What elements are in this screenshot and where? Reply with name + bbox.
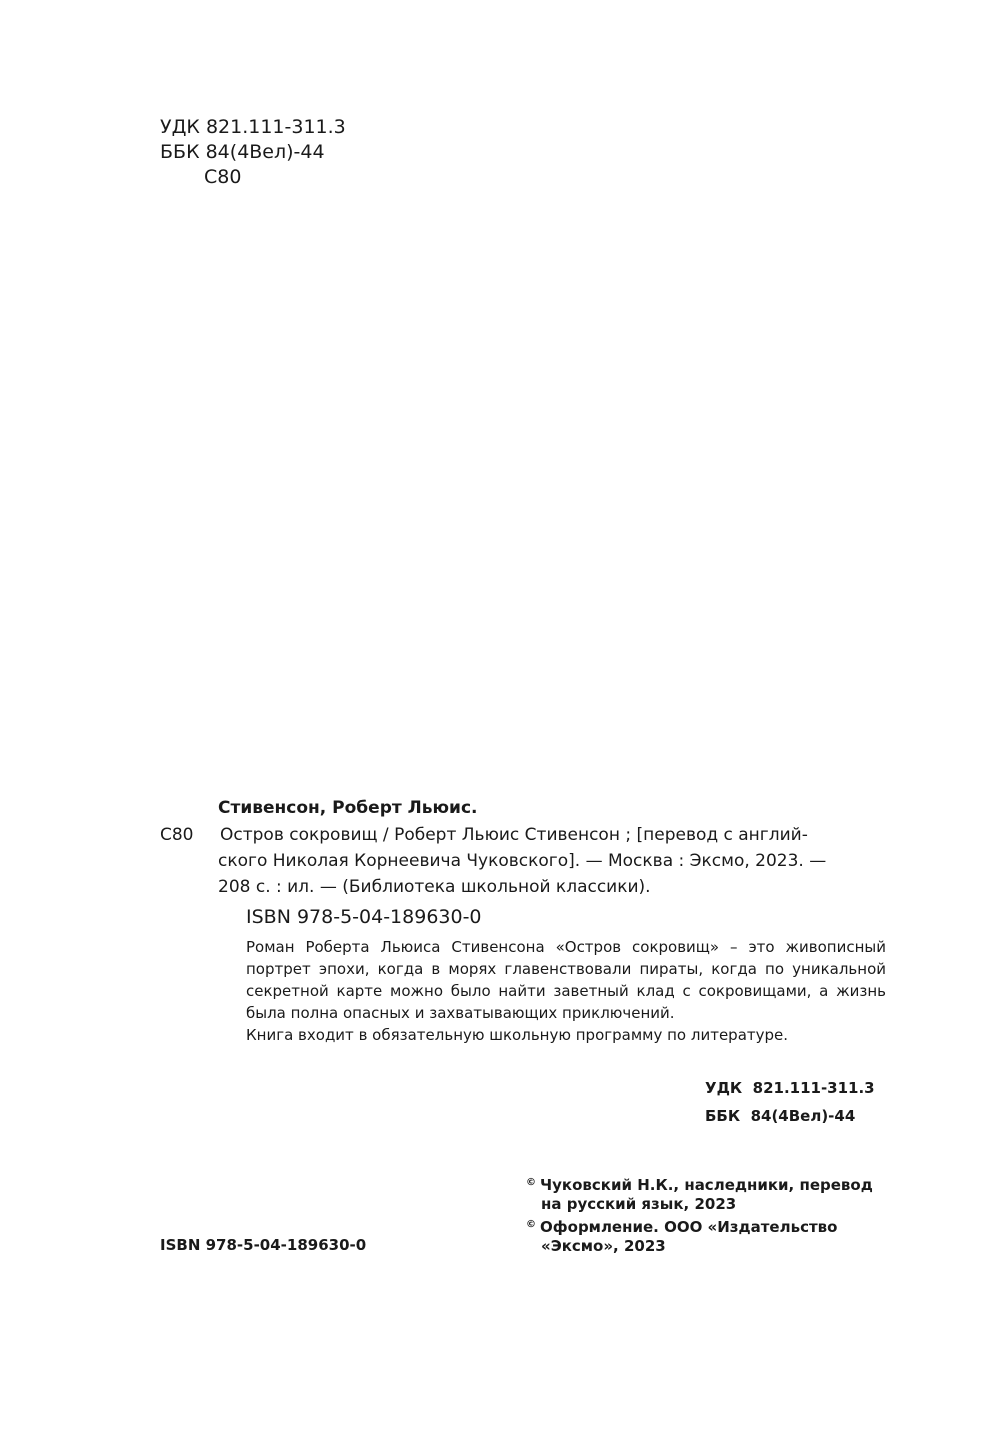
annotation-second-paragraph: Книга входит в обязательную школьную программу по литературе. [246, 1026, 789, 1044]
record-index-code: С80 [160, 825, 194, 845]
isbn-bottom: ISBN 978-5-04-189630-0 [160, 1236, 367, 1254]
record-annotation [246, 936, 886, 1046]
copyright-symbol: © [526, 1219, 536, 1230]
top-udk: УДК 821.111-311.3 [160, 116, 346, 138]
record-description [218, 822, 886, 900]
bottom-bbk: ББК 84(4Вел)-44 [705, 1107, 856, 1125]
annotation-line: Роман Роберта Льюиса Стивенсона «Остров сокровищ» – это живописный [246, 938, 886, 956]
annotation-line: секретной карте можно было найти заветный клад с сокровищами, а жизнь [246, 982, 886, 1000]
description-line: Остров сокровищ / Роберт Льюис Стивенсон ; [перевод с англий- [220, 825, 808, 845]
copyright-symbol: © [526, 1177, 536, 1188]
top-author-code: С80 [204, 166, 242, 188]
description-line: 208 с. : ил. — (Библиотека школьной классики). [218, 877, 651, 897]
top-bbk: ББК 84(4Вел)-44 [160, 141, 325, 163]
annotation-line: портрет эпохи, когда в морях главенствовали пираты, когда по уникальной [246, 960, 886, 978]
copyright-line: Оформление. ООО «Издательство [540, 1218, 838, 1236]
copyright-line: «Эксмо», 2023 [541, 1237, 666, 1255]
bottom-udk: УДК 821.111-311.3 [705, 1079, 875, 1097]
annotation-line: была полна опасных и захватывающих приключений. [246, 1004, 675, 1022]
record-author: Стивенсон, Роберт Льюис. [218, 798, 478, 818]
record-isbn: ISBN 978-5-04-189630-0 [246, 906, 482, 928]
copyright-line: Чуковский Н.К., наследники, перевод [540, 1176, 873, 1194]
description-line: ского Николая Корнеевича Чуковского]. — Москва : Эксмо, 2023. — [218, 851, 827, 871]
copyright-line: на русский язык, 2023 [541, 1195, 737, 1213]
